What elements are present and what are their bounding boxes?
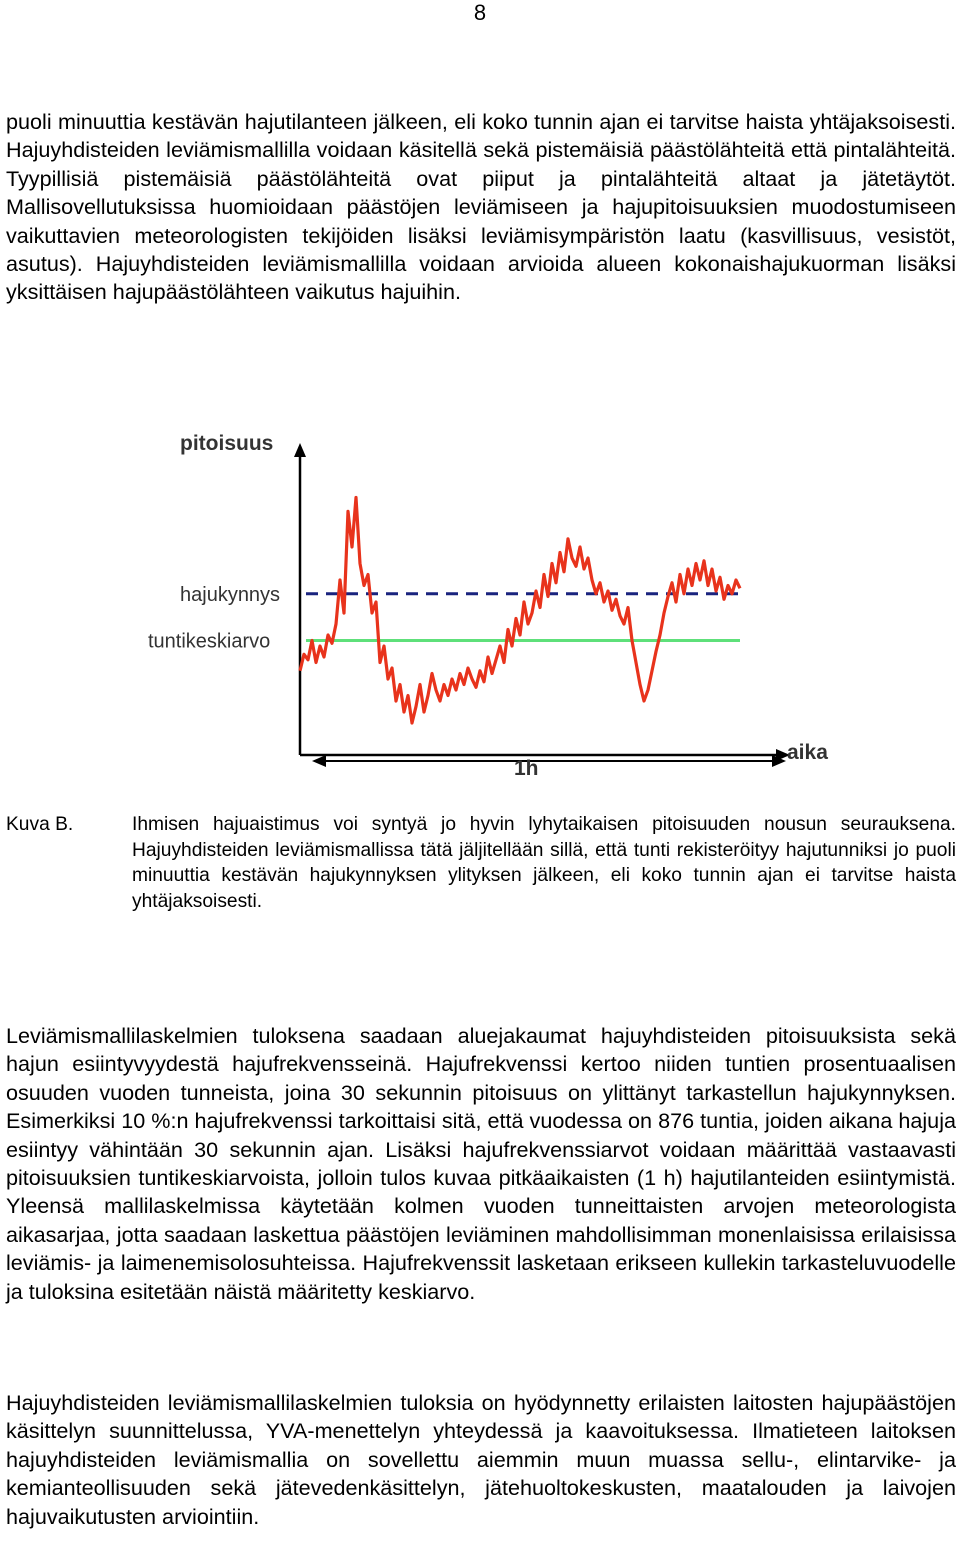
series-line-pitoisuus — [300, 498, 740, 724]
y-axis-label: pitoisuus — [180, 432, 274, 455]
figure-odor-chart — [140, 415, 840, 785]
interval-arrow-left-icon — [312, 755, 326, 767]
paragraph-3: Hajuyhdisteiden leviämismallilaskelmien tuloksia on hyödynnetty erilaisten laitosten hajupäästöjen käsittelyn suunnittelussa, YVA-menettelyn yhteydessä ja kaavoituksessa. Ilmatieteen laitoksen hajuyhdisteiden leviämismallia on sovellettu aiemmin muun muassa sellu-, elintarvike- ja kemianteollisuuden sekä jätevedenkäsittelyn, jätehuoltokeskusten, maatalouden ja laivojen hajuvaikutusten arviointiin. — [6, 1390, 956, 1529]
caption-label: Kuva B. — [6, 814, 74, 835]
reference-label-tuntikeskiarvo: tuntikeskiarvo — [148, 630, 271, 653]
reference-label-hajukynnys: hajukynnys — [180, 583, 281, 606]
page-number: 8 — [473, 0, 487, 25]
chart-svg — [140, 415, 840, 785]
interval-label: 1h — [514, 757, 539, 780]
y-axis-arrow-icon — [294, 443, 306, 457]
paragraph-1: puoli minuuttia kestävän hajutilanteen jälkeen, eli koko tunnin ajan ei tarvitse haista yhtäjaksoisesti. Hajuyhdisteiden leviämismallilla voidaan käsitellä sekä pistemäisiä päästölähteitä että pintalähteitä. Tyypillisiä pistemäisiä päästölähteitä ovat piiput ja pintalähteitä altaat ja jätetäytöt. Mallisovellutuksissa huomioidaan päästöjen leviämiseen ja hajupitoisuuksien muodostumiseen vaikuttavien meteorologisten tekijöiden lisäksi leviämisympäristön laatu (kasvillisuus, vesistöt, asutus). Hajuyhdisteiden leviämismallilla voidaan arvioida alueen kokonaishajukuorman lisäksi yksittäisen hajupäästölähteen vaikutus hajuihin. — [6, 109, 956, 305]
x-axis-label: aika — [787, 741, 828, 764]
paragraph-2: Leviämismallilaskelmien tuloksena saadaan aluejakaumat hajuyhdisteiden pitoisuuksista sekä hajun esiintyvyydestä hajufrekvensseinä. Hajufrekvenssi kertoo niiden tuntien prosentuaalisen osuuden vuoden tunneista, joina 30 sekunnin pitoisuus on ylittänyt tarkastellun hajukynnyksen. Esimerkiksi 10 %:n hajufrekvenssi tarkoittaisi sitä, että vuodessa on 876 tuntia, joiden aikana hajuja esiintyy vähintään 30 sekunnin ajan. Lisäksi hajufrekvenssiarvot voidaan määrittää vastaavasti pitoisuuksien tuntikeskiarvoista, jolloin tulos kuvaa pitkäaikaisten (1 h) hajutilanteiden esiintymistä. Yleensä mallilaskelmissa käytetään kolmen vuoden tunneittaisten arvojen meteorologista aikasarjaa, jotta saadaan laskettua päästöjen leviäminen mahdollisimman monenlaisissa erilaisissa leviämis- ja laimenemisolosuhteissa. Hajufrekvenssit lasketaan erikseen kullekin tarkasteluvuodelle ja tuloksina esitetään näistä määritetty keskiarvo. — [6, 1023, 956, 1304]
caption-text: Ihmisen hajuaistimus voi syntyä jo hyvin lyhytaikaisen pitoisuuden nousun seurauksena. Hajuyhdisteiden leviämismallissa tätä jäljitellään sillä, että tunti rekisteröityy hajutunniksi jo puoli minuuttia kestävän hajukynnyksen ylityksen jälkeen, eli koko tunnin ajan ei tarvitse haista yhtäjaksoisesti. — [132, 814, 956, 912]
